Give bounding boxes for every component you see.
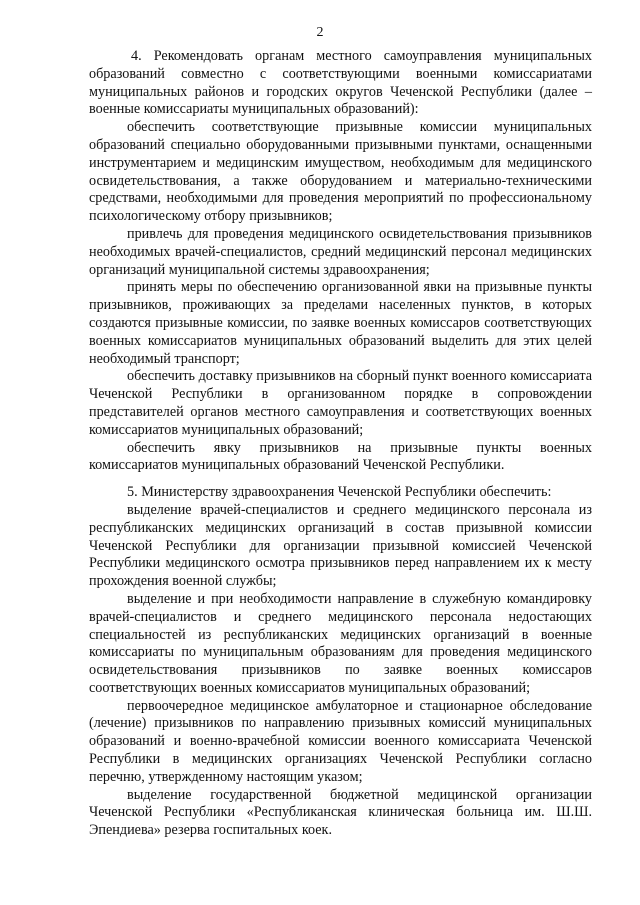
paragraph-attendance: обеспечить явку призывников на призывные пункты военных комиссариатов муниципальных образований Чеченской Республики.	[89, 439, 592, 474]
paragraph-item-5: 5. Министерству здравоохранения Чеченской Республики обеспечить:	[127, 484, 552, 501]
paragraph-item-4: 4. Рекомендовать органам местного самоуправления муниципальных образований совместно с соответствующими военными комиссариатами муниципальных районов и городских округов Чеченской Республики (далее – военные комиссариаты муниципальных образований):	[89, 48, 592, 118]
page-number: 2	[316, 25, 324, 40]
document-body	[89, 48, 592, 840]
paragraph-equip-points: обеспечить соответствующие призывные комиссии муниципальных образований специально оборудованными призывными пунктами, оснащенными инструментарием и медицинским имуществом, необходимым для медицинского освидетельствования, а также оборудованием и материально-техническими средствами, необходимыми для проведения мероприятий по профессиональному психологическому отбору призывников;	[89, 119, 592, 225]
paragraph-examination: первоочередное медицинское амбулаторное и стационарное обследование (лечение) призывников по направлению призывных комиссий муниципальных образований и военно-врачебной комиссии военного комиссариата Чеченской Республики в медицинских организациях Чеченской Республики согласно перечню, утвержденному настоящим указом;	[89, 697, 592, 785]
paragraph-attract-doctors: привлечь для проведения медицинского освидетельствования призывников необходимых врачей-специалистов, средний медицинский персонал медицинских организаций муниципальной системы здравоохранения;	[89, 225, 592, 278]
paragraph-allocate-staff: выделение врачей-специалистов и среднего медицинского персонала из республиканских медицинских организаций в состав призывной комиссии Чеченской Республики для организации призывной комиссией Чеченской Республики медицинского осмотра призывников перед направлением их к месту прохождения военной службы;	[89, 501, 592, 590]
paragraph-business-trip: выделение и при необходимости направление в служебную командировку врачей-специалистов и среднего медицинского персонала недостающих специальностей из республиканских медицинских организаций в военные комиссариаты по муниципальным образованиям для проведения медицинского освидетельствования призывников по заявке военных комиссаров соответствующих военных комиссариатов муниципальных образований;	[89, 590, 592, 696]
paragraph-transport: принять меры по обеспечению организованной явки на призывные пункты призывников, проживающих за пределами населенных пунктов, в которых создаются призывные комиссии, по заявке военных комиссаров соответствующих военных комиссариатов муниципальных образований выделить для этих целей необходимый транспорт;	[89, 279, 592, 367]
paragraph-hospital-beds: выделение государственной бюджетной медицинской организации Чеченской Республики «Республиканская клиническая больница им. Ш.Ш. Эпендиева» резерва госпитальных коек.	[89, 786, 592, 839]
paragraph-delivery: обеспечить доставку призывников на сборный пункт военного комиссариата Чеченской Республики в организованном порядке в сопровождении представителей органов местного самоуправления и соответствующих военных комиссариатов муниципальных образований;	[89, 368, 592, 438]
